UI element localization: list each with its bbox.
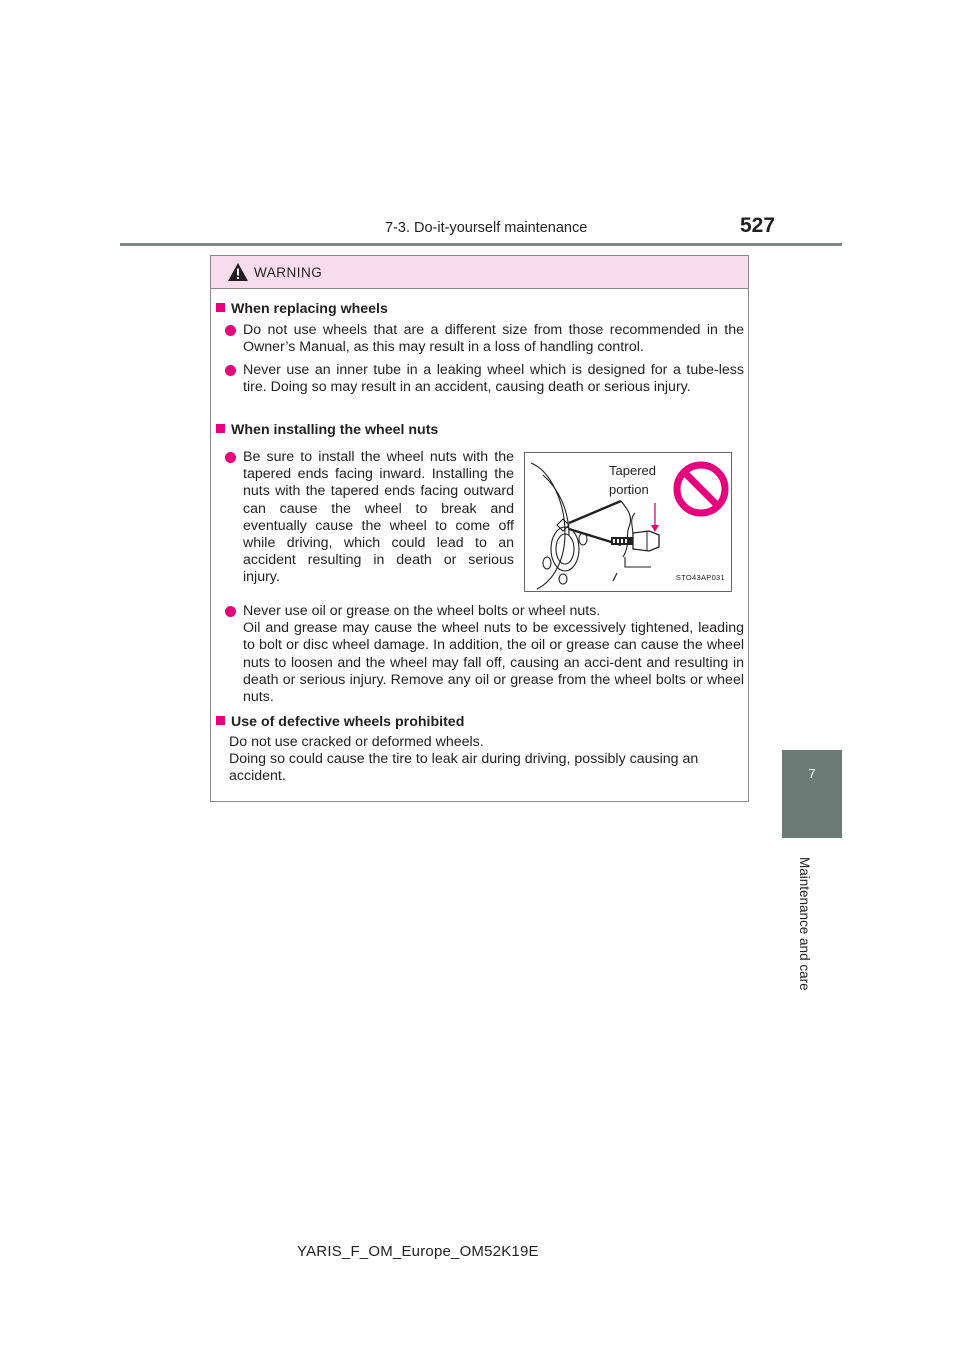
bullet-item (225, 603, 744, 706)
round-bullet-icon (225, 365, 236, 376)
figure-code: STO43AP031 (675, 572, 725, 582)
section-title: 7-3. Do-it-yourself maintenance (385, 220, 588, 236)
warning-box (210, 255, 749, 802)
round-bullet-icon (225, 606, 236, 617)
section-heading: When replacing wheels (216, 301, 388, 318)
figure-callout: Tapered portion (609, 463, 656, 497)
square-bullet-icon (216, 303, 225, 312)
section-heading: Use of defective wheels prohibited (216, 714, 464, 731)
section-heading: When installing the wheel nuts (216, 422, 438, 439)
chapter-tab[interactable] (782, 750, 842, 838)
bullet-item (225, 449, 514, 587)
bullet-text: Never use oil or grease on the wheel bolts or wheel nuts. Oil and grease may cause the wheel nuts to be excessively tightened, leading to bolt or disc wheel damage. In addition, the oil or grease can cause the wheel nuts to loosen and the wheel may fall off, causing an acci-dent and resulting in death or serious injury. Remove any oil or grease from the wheel bolts or wheel nuts. (243, 603, 744, 706)
document-id: YARIS_F_OM_Europe_OM52K19E (297, 1243, 539, 1260)
bullet-item (225, 322, 744, 356)
bullet-text: Never use an inner tube in a leaking wheel which is designed for a tube-less tire. Doing so may result in an accident, causing death or serious injury. (243, 362, 744, 396)
header-divider (120, 243, 842, 246)
square-bullet-icon (216, 716, 225, 725)
round-bullet-icon (225, 325, 236, 336)
bullet-text: Do not use wheels that are a different size from those recommended in the Owner’s Manual, as this may result in a loss of handling control. (243, 322, 744, 356)
warning-title: WARNING (254, 265, 323, 280)
round-bullet-icon (225, 452, 236, 463)
page-number: 527 (740, 214, 776, 237)
bullet-item (225, 362, 744, 396)
chapter-title: Maintenance and care (797, 857, 812, 991)
bullet-text: Be sure to install the wheel nuts with the tapered ends facing inward. Installing the nuts with the tapered ends facing outward can cause the wheel to break and eventually cause the wheel to come off while driving, which could lead to an accident resulting in death or serious injury. (243, 449, 514, 586)
section-body: Do not use cracked or deformed wheels. Doing so could cause the tire to leak air during driving, possibly causing an accident. (229, 734, 699, 785)
warning-triangle-icon (227, 262, 249, 282)
wheel-nut-figure (524, 452, 732, 592)
warning-header (211, 256, 748, 289)
square-bullet-icon (216, 424, 225, 433)
chapter-number: 7 (808, 766, 816, 781)
